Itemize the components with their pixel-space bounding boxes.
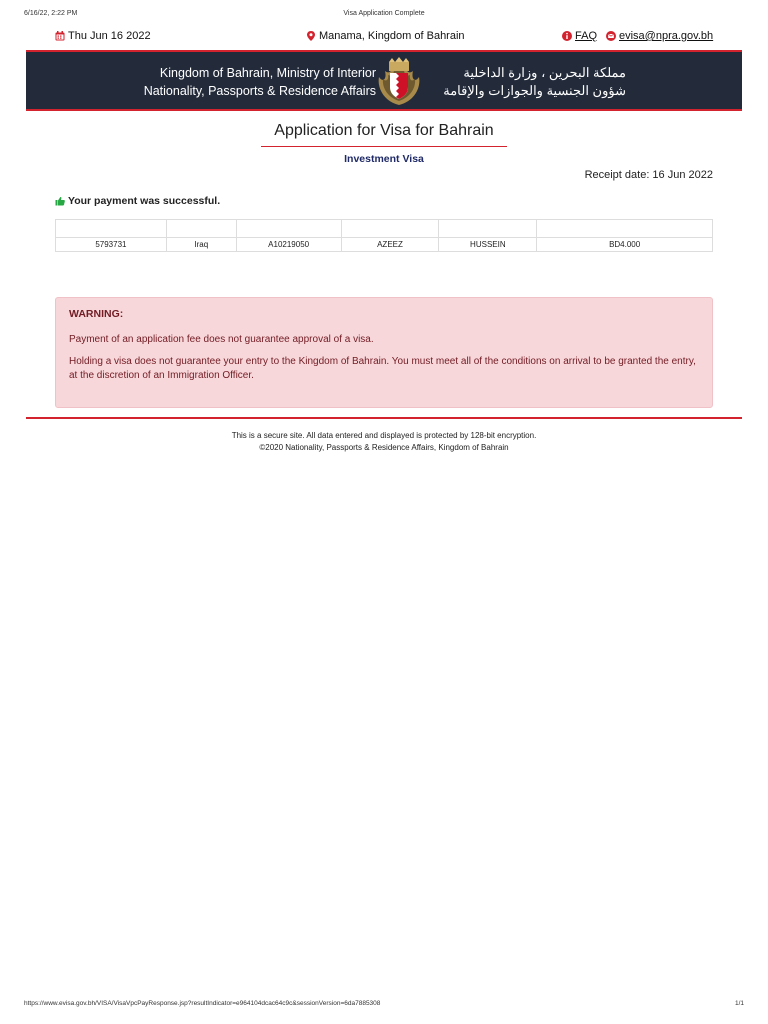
faq-link-text: FAQ xyxy=(575,30,598,42)
title-divider xyxy=(261,146,507,147)
print-footer xyxy=(24,1000,744,1010)
print-page-title: Visa Application Complete xyxy=(343,10,425,17)
last-name-cell: HUSSEIN xyxy=(439,238,537,252)
print-header xyxy=(24,10,744,22)
email-link-text: evisa@npra.gov.bh xyxy=(619,30,714,42)
banner-english-line2: Nationality, Passports & Residence Affairs xyxy=(143,84,376,98)
application-number-cell: 5793731 xyxy=(56,238,167,252)
warning-line-entry: Holding a visa does not guarantee your entry to the Kingdom of Bahrain. You must meet all of the conditions on arrival to be granted the entry, at the discretion of an Immigration Officer. xyxy=(69,356,696,381)
site-footer xyxy=(0,430,768,454)
payment-success-message xyxy=(55,195,220,207)
table-header xyxy=(166,220,236,238)
email-icon xyxy=(606,31,616,41)
table-header xyxy=(56,220,167,238)
table-header xyxy=(341,220,439,238)
footer-divider xyxy=(26,417,742,419)
banner-arabic-line1: مملكة البحرين ، وزارة الداخلية xyxy=(463,65,626,80)
table-header xyxy=(236,220,341,238)
first-name-cell: AZEEZ xyxy=(341,238,439,252)
footer-security-note: This is a secure site. All data entered and displayed is protected by 128-bit encryption. xyxy=(231,431,537,440)
calendar-icon xyxy=(55,31,65,41)
visa-type: Investment Visa xyxy=(344,153,424,165)
current-date xyxy=(55,30,151,42)
payment-success-text: Your payment was successful. xyxy=(68,195,221,207)
payment-table xyxy=(55,219,713,252)
top-info-bar xyxy=(26,30,742,48)
banner-arabic xyxy=(406,64,626,100)
thumbs-up-icon xyxy=(55,196,65,206)
location xyxy=(306,30,465,42)
faq-link[interactable] xyxy=(562,30,597,42)
print-url: https://www.evisa.gov.bh/VISA/VisaVpcPayResponse.jsp?resultIndicator=e964104dcac64c9c&sessionVersion=6da7885308 xyxy=(24,1000,381,1007)
banner-english xyxy=(96,64,376,100)
print-page-number: 1/1 xyxy=(734,1000,744,1007)
banner-arabic-line2: شؤون الجنسية والجوازات والإقامة xyxy=(443,83,626,98)
footer-copyright: ©2020 Nationality, Passports & Residence Affairs, Kingdom of Bahrain xyxy=(259,443,509,452)
warning-title: WARNING: xyxy=(69,308,124,320)
warning-box xyxy=(55,297,713,408)
receipt-date: Receipt date: 16 Jun 2022 xyxy=(584,169,713,181)
table-header xyxy=(439,220,537,238)
map-marker-icon xyxy=(306,31,316,41)
page-title: Application for Visa for Bahrain xyxy=(274,122,494,139)
passport-number-cell: A10219050 xyxy=(236,238,341,252)
info-circle-icon xyxy=(562,31,572,41)
ministry-banner xyxy=(26,50,742,111)
print-datetime: 6/16/22, 2:22 PM xyxy=(24,10,78,17)
nationality-cell: Iraq xyxy=(166,238,236,252)
table-row xyxy=(56,238,713,252)
current-date-text: Thu Jun 16 2022 xyxy=(68,30,151,42)
email-link[interactable] xyxy=(606,30,713,42)
table-header xyxy=(537,220,713,238)
table-header-row xyxy=(56,220,713,238)
location-text: Manama, Kingdom of Bahrain xyxy=(319,30,465,42)
amount-cell: BD4.000 xyxy=(537,238,713,252)
warning-line-fee: Payment of an application fee does not guarantee approval of a visa. xyxy=(69,334,374,345)
banner-english-line1: Kingdom of Bahrain, Ministry of Interior xyxy=(159,66,376,80)
